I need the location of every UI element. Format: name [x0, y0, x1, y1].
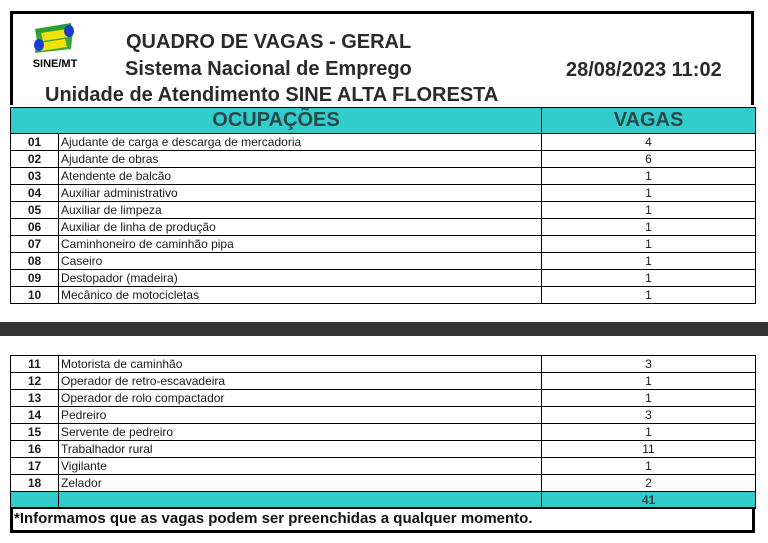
table-row — [11, 407, 756, 424]
table-row — [11, 390, 756, 407]
row-number: 14 — [11, 407, 59, 424]
table-row — [11, 134, 756, 151]
table-row — [11, 253, 756, 270]
row-number: 02 — [11, 151, 59, 168]
table-row — [11, 168, 756, 185]
row-number: 18 — [11, 475, 59, 492]
table-row — [11, 151, 756, 168]
row-number: 01 — [11, 134, 59, 151]
table-header-row — [11, 108, 756, 134]
table-row — [11, 185, 756, 202]
document-header — [10, 11, 754, 105]
vacancies-table-page1 — [10, 107, 756, 304]
sine-logo — [23, 21, 87, 77]
vacancy-count: 6 — [542, 151, 756, 168]
occupation-name: Pedreiro — [59, 407, 542, 424]
vacancy-count: 4 — [542, 134, 756, 151]
occupation-name: Caminhoneiro de caminhão pipa — [59, 236, 542, 253]
table-row — [11, 458, 756, 475]
vacancy-count: 1 — [542, 219, 756, 236]
vacancy-count: 1 — [542, 168, 756, 185]
row-number: 17 — [11, 458, 59, 475]
occupation-name: Ajudante de carga e descarga de mercadoria — [59, 134, 542, 151]
table-row — [11, 441, 756, 458]
vacancy-count: 1 — [542, 458, 756, 475]
vacancy-count: 1 — [542, 253, 756, 270]
vacancy-count: 1 — [542, 185, 756, 202]
row-number: 12 — [11, 373, 59, 390]
row-number: 06 — [11, 219, 59, 236]
table-row — [11, 356, 756, 373]
vacancy-count: 1 — [542, 373, 756, 390]
row-number: 16 — [11, 441, 59, 458]
footer-note: *Informamos que as vagas podem ser preenchidas a qualquer momento. — [10, 507, 755, 533]
report-datetime: 28/08/2023 11:02 — [566, 59, 722, 81]
row-number: 11 — [11, 356, 59, 373]
sine-flag-icon — [31, 21, 77, 55]
row-number: 09 — [11, 270, 59, 287]
occupation-name: Ajudante de obras — [59, 151, 542, 168]
row-number: 03 — [11, 168, 59, 185]
table-row — [11, 202, 756, 219]
occupation-name: Vigilante — [59, 458, 542, 475]
table-row — [11, 270, 756, 287]
occupation-name: Destopador (madeira) — [59, 270, 542, 287]
logo-text: SINE/MT — [32, 58, 78, 70]
occupation-name: Operador de retro-escavadeira — [59, 373, 542, 390]
vacancy-count: 1 — [542, 202, 756, 219]
vacancy-count: 1 — [542, 424, 756, 441]
page-subtitle: Sistema Nacional de Emprego — [125, 58, 412, 80]
row-number: 15 — [11, 424, 59, 441]
unit-name: Unidade de Atendimento SINE ALTA FLORESTA — [45, 84, 499, 106]
occupation-name: Auxiliar administrativo — [59, 185, 542, 202]
occupation-name: Auxiliar de linha de produção — [59, 219, 542, 236]
occupation-name: Servente de pedreiro — [59, 424, 542, 441]
column-header-occupations: OCUPAÇÕES — [11, 108, 542, 134]
table-row — [11, 287, 756, 304]
vacancy-count: 1 — [542, 287, 756, 304]
total-vacancies: 41 — [542, 492, 756, 509]
total-num-cell — [11, 492, 59, 509]
total-row — [11, 492, 756, 509]
vacancy-count: 2 — [542, 475, 756, 492]
vacancy-count: 11 — [542, 441, 756, 458]
table-row — [11, 236, 756, 253]
vacancy-count: 1 — [542, 270, 756, 287]
total-label-cell — [59, 492, 542, 509]
table-row — [11, 475, 756, 492]
occupation-name: Mecânico de motocicletas — [59, 287, 542, 304]
occupation-name: Atendente de balcão — [59, 168, 542, 185]
page-title: QUADRO DE VAGAS - GERAL — [126, 31, 412, 53]
table-row — [11, 373, 756, 390]
table-row — [11, 219, 756, 236]
row-number: 08 — [11, 253, 59, 270]
vacancies-table-page2 — [10, 355, 756, 509]
column-header-vacancies: VAGAS — [542, 108, 756, 134]
occupation-name: Trabalhador rural — [59, 441, 542, 458]
row-number: 10 — [11, 287, 59, 304]
vacancy-count: 3 — [542, 407, 756, 424]
occupation-name: Motorista de caminhão — [59, 356, 542, 373]
vacancy-count: 1 — [542, 236, 756, 253]
occupation-name: Caseiro — [59, 253, 542, 270]
vacancy-count: 1 — [542, 390, 756, 407]
occupation-name: Auxiliar de limpeza — [59, 202, 542, 219]
page-break-band — [0, 322, 768, 336]
vacancy-count: 3 — [542, 356, 756, 373]
row-number: 05 — [11, 202, 59, 219]
row-number: 13 — [11, 390, 59, 407]
occupation-name: Operador de rolo compactador — [59, 390, 542, 407]
row-number: 07 — [11, 236, 59, 253]
occupation-name: Zelador — [59, 475, 542, 492]
table-row — [11, 424, 756, 441]
row-number: 04 — [11, 185, 59, 202]
